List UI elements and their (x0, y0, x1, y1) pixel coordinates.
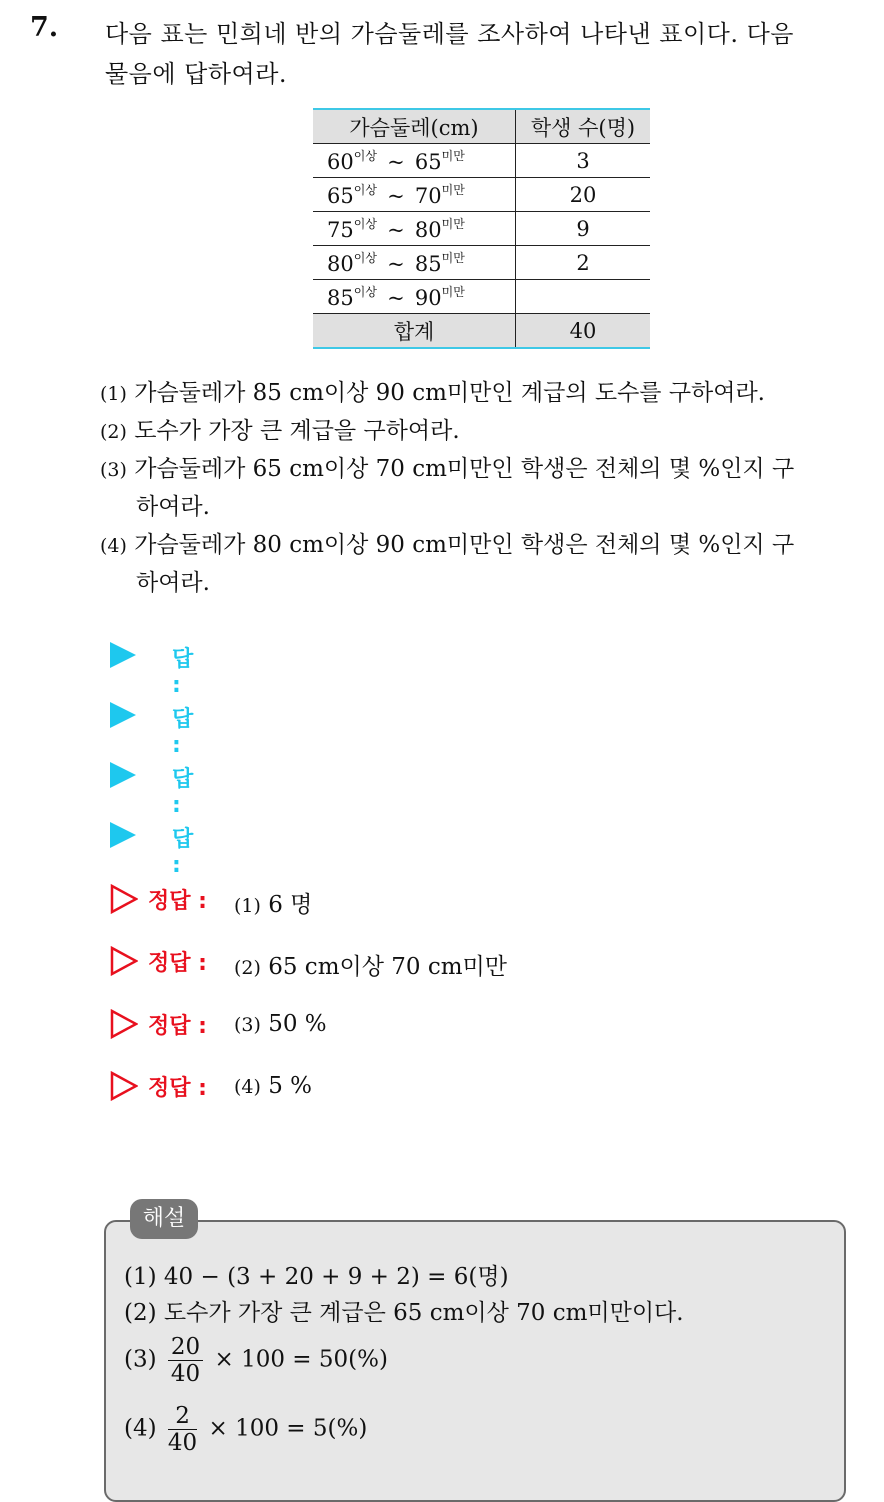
question-text-line1: 다음 표는 민희네 반의 가슴둘레를 조사하여 나타낸 표이다. 다음 (105, 20, 794, 48)
range-cell: $80^{이상}$ ~ $85^{미만}$ (313, 246, 516, 280)
answer-row-4: 답 : (110, 822, 136, 852)
subquestion-4-cont: 하여라. (136, 570, 210, 596)
question-text-line2: 물음에 답하여라. (105, 60, 288, 88)
table-total-row (313, 314, 650, 349)
table-header-count: 학생 수(명) (516, 109, 651, 144)
total-label: 합계 (313, 314, 516, 349)
table-header-row (313, 109, 650, 144)
play-triangle-icon (110, 762, 136, 788)
solution-line-2: (2) 도수가 가장 큰 계급은 65 cm이상 70 cm미만이다. (124, 1300, 684, 1326)
fraction: $\frac{2}{40}$ (167, 1403, 198, 1456)
correct-answer-2: 정답 : (2) 65 cm이상 70 cm미만 (110, 946, 138, 980)
play-triangle-icon (110, 822, 136, 848)
table-row (313, 212, 650, 246)
answer-row-3: 답 : (110, 762, 136, 792)
play-triangle-icon (110, 642, 136, 668)
frequency-table (313, 108, 650, 349)
correct-answer-4: 정답 : (4) 5 % (110, 1071, 138, 1105)
correct-answer-1: 정답 : (1) 6 명 (110, 884, 138, 918)
table-header-chest: 가슴둘레(cm) (313, 109, 516, 144)
total-value: 40 (516, 314, 651, 349)
count-cell: 9 (516, 212, 651, 246)
solution-line-3: (3) $\frac{20}{40}$ × 100 = 50(%) (124, 1334, 388, 1387)
outline-triangle-icon (110, 1009, 138, 1039)
correct-answer-3: 정답 : (3) 50 % (110, 1009, 138, 1043)
outline-triangle-icon (110, 884, 138, 914)
subquestion-1: (1) 가슴둘레가 85 cm이상 90 cm미만인 계급의 도수를 구하여라. (100, 380, 765, 406)
range-cell: $65^{이상}$ ~ $70^{미만}$ (313, 178, 516, 212)
table-row (313, 178, 650, 212)
table-row (313, 144, 650, 178)
answer-row-2: 답 : (110, 702, 136, 732)
count-cell: 2 (516, 246, 651, 280)
subquestion-3-cont: 하여라. (136, 494, 210, 520)
range-cell: $60^{이상}$ ~ $65^{미만}$ (313, 144, 516, 178)
count-cell (516, 280, 651, 314)
subquestion-4: (4) 가슴둘레가 80 cm이상 90 cm미만인 학생은 전체의 몇 %인지 구 (100, 532, 795, 558)
solution-line-4: (4) $\frac{2}{40}$ × 100 = 5(%) (124, 1403, 368, 1456)
table-row (313, 280, 650, 314)
question-number: 7. (30, 12, 59, 43)
answer-row-1: 답 : (110, 642, 136, 672)
outline-triangle-icon (110, 1071, 138, 1101)
count-cell: 20 (516, 178, 651, 212)
range-cell: $75^{이상}$ ~ $80^{미만}$ (313, 212, 516, 246)
subquestion-3: (3) 가슴둘레가 65 cm이상 70 cm미만인 학생은 전체의 몇 %인지 구 (100, 456, 795, 482)
subquestion-2: (2) 도수가 가장 큰 계급을 구하여라. (100, 418, 460, 444)
solution-tag: 해설 (130, 1199, 198, 1239)
fraction: $\frac{20}{40}$ (168, 1334, 203, 1387)
table-row (313, 246, 650, 280)
range-cell: $85^{이상}$ ~ $90^{미만}$ (313, 280, 516, 314)
count-cell: 3 (516, 144, 651, 178)
play-triangle-icon (110, 702, 136, 728)
solution-line-1: (1) 40 − (3 + 20 + 9 + 2) = 6(명) (124, 1264, 509, 1290)
outline-triangle-icon (110, 946, 138, 976)
